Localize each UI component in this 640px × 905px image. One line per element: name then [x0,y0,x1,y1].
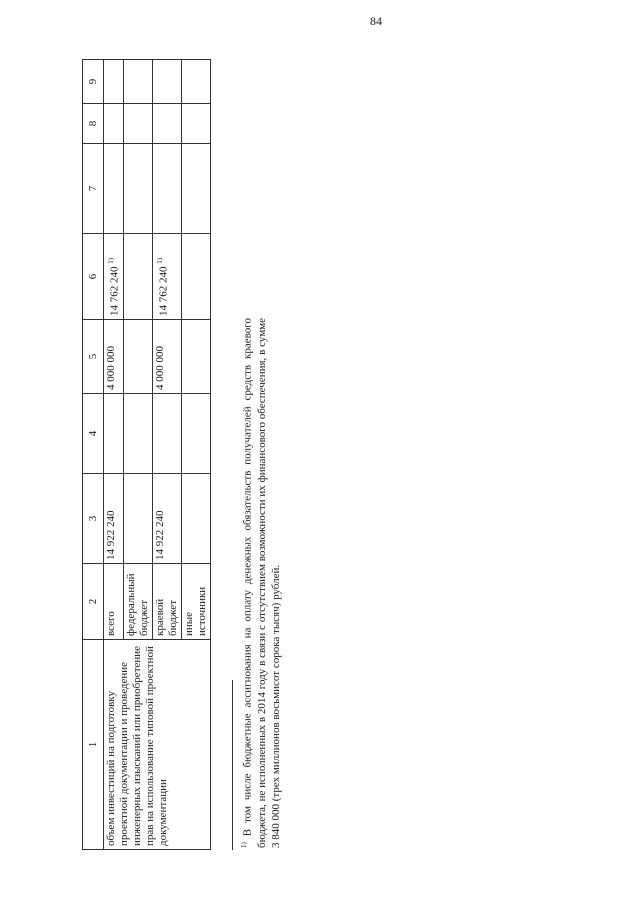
value-cell [123,474,152,564]
value-cell [181,394,210,474]
value-cell-with-note [152,234,181,320]
value-cell [152,104,181,144]
funding-source-cell: краевой бюджет [152,564,181,640]
footnote-marker: 1) [240,842,248,848]
rotated-landscape-content [72,60,632,860]
column-number: 5 [83,320,104,394]
value-cell [123,394,152,474]
value-cell [123,60,152,104]
page-number: 84 [370,14,382,28]
object-description-cell: объем инвестиций на подготовку проектной документации и проведение инженерных изысканий или приобретение прав на использование типовой проектной документации [104,640,211,850]
funding-source-cell: всего [104,564,124,640]
value-text: 14 762 240 [108,266,121,316]
value-cell [181,234,210,320]
value-cell [104,60,124,104]
value-cell [123,104,152,144]
value-cell: 4 000 000 [104,320,124,394]
column-number: 3 [83,474,104,564]
value-cell [181,60,210,104]
column-number: 2 [83,564,104,640]
value-cell [123,320,152,394]
value-cell: 4 000 000 [152,320,181,394]
column-number: 9 [83,60,104,104]
footnote [237,318,283,848]
value-cell: 14 922 240 [152,474,181,564]
footnote-text: В том числе бюджетные ассигнования на оплату денежных обязательств получателей средств краевого бюджета, не исполненных в 2014 году в связи с отсутствием возможности их финансового обеспечения, в сумме 3 840 000 (трех миллионов восьмисот сорока тысяч) рублей. [241,318,282,848]
value-cell [104,144,124,234]
footnote-ref: 1) [107,257,115,264]
value-cell-with-note [104,234,124,320]
column-number: 7 [83,144,104,234]
value-cell [152,144,181,234]
value-cell [123,144,152,234]
value-cell: 14 922 240 [104,474,124,564]
value-cell [181,104,210,144]
column-number: 4 [83,394,104,474]
value-cell [181,320,210,394]
value-cell [104,394,124,474]
funding-source-cell: иные источники [181,564,210,640]
column-number-row [83,60,104,850]
value-cell [123,234,152,320]
value-text: 14 762 240 [157,266,170,316]
value-cell [104,104,124,144]
column-number: 6 [83,234,104,320]
budget-table [82,59,211,850]
footnote-separator [232,680,233,850]
value-cell [152,394,181,474]
value-cell [181,144,210,234]
footnote-ref: 1) [155,257,164,264]
table-row [104,60,124,850]
column-number: 1 [83,640,104,850]
funding-source-cell: федеральный бюджет [123,564,152,640]
value-cell [181,474,210,564]
value-cell [152,60,181,104]
column-number: 8 [83,104,104,144]
